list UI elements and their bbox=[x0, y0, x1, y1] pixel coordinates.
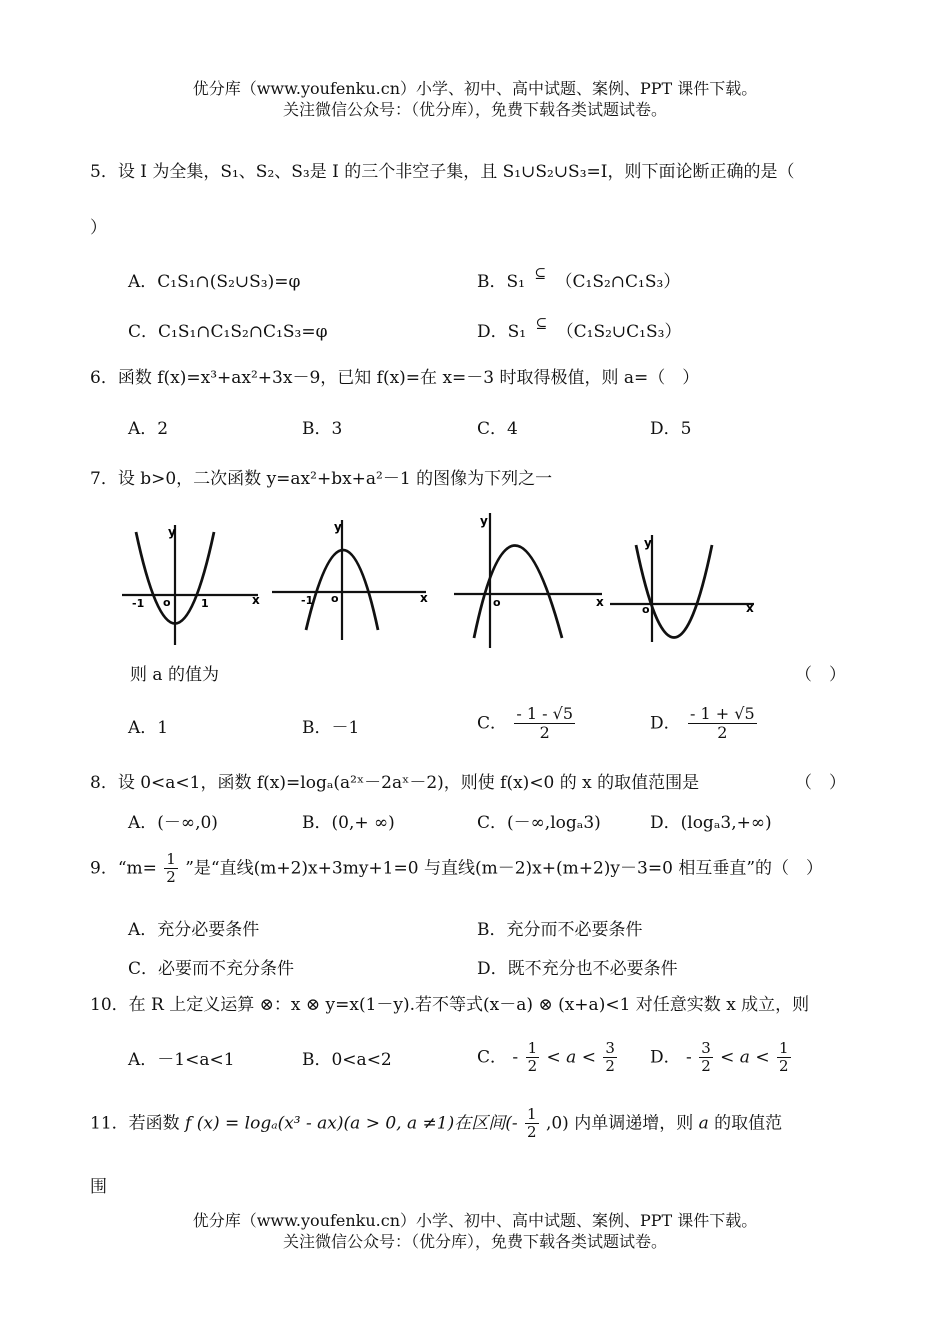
q7-option-c bbox=[477, 705, 577, 743]
q9-stem bbox=[90, 851, 823, 887]
numerator: 3 bbox=[605, 1039, 615, 1057]
graph-1 bbox=[118, 520, 268, 650]
q5-option-c: C．C₁S₁∩C₁S₂∩C₁S₃=φ bbox=[128, 322, 328, 342]
numerator: 3 bbox=[701, 1039, 711, 1057]
q10-d-label: D． bbox=[650, 1047, 681, 1068]
q5-b-label: B．S₁ bbox=[477, 272, 525, 292]
q7-d-numerator: - 1 + √5 bbox=[690, 704, 755, 723]
x-axis-label: x bbox=[420, 591, 428, 605]
denominator: 2 bbox=[605, 1057, 615, 1076]
q5-d-expr: （C₁S₂∪C₁S₃） bbox=[556, 322, 682, 342]
q11-continuation: 围 bbox=[90, 1177, 107, 1197]
denominator: 2 bbox=[527, 1057, 538, 1076]
q7-d-denominator: 2 bbox=[717, 723, 728, 743]
q5-d-label: D．S₁ bbox=[477, 322, 527, 342]
q7-stem: 7．设 b>0，二次函数 y=ax²+bx+a²－1 的图像为下列之一 bbox=[90, 469, 553, 489]
q10-c-fraction-1 bbox=[526, 1040, 540, 1076]
graph-2 bbox=[268, 515, 438, 650]
q9-option-a: A．充分必要条件 bbox=[128, 920, 260, 940]
q10-stem: 10．在 R 上定义运算 ⊗：x ⊗ y=x(1－y).若不等式(x－a) ⊗ (x+a)<1 对任意实数 x 成立，则 bbox=[90, 995, 810, 1015]
subset-symbol: ⊆ bbox=[535, 316, 548, 332]
neg-one-label: -1 bbox=[301, 594, 314, 607]
origin-label: o bbox=[163, 596, 171, 609]
numerator: 1 bbox=[527, 1039, 538, 1057]
q9-pre: 9．“m= bbox=[90, 858, 157, 879]
subset-symbol: ⊆ bbox=[534, 266, 547, 282]
denominator: 2 bbox=[701, 1057, 711, 1076]
q9-option-b: B．充分而不必要条件 bbox=[477, 920, 643, 940]
origin-label: o bbox=[642, 603, 650, 616]
origin-label: o bbox=[493, 596, 501, 609]
q8-option-a: A．(－∞,0) bbox=[128, 813, 218, 833]
q10-option-a: A．－1<a<1 bbox=[128, 1050, 235, 1070]
q7-option-d bbox=[650, 705, 759, 743]
q10-c-label: C． bbox=[477, 1047, 508, 1068]
pos-one-label: 1 bbox=[201, 597, 209, 610]
y-axis-label: y bbox=[644, 536, 652, 550]
q5-b-expr: （C₁S₂∩C₁S₃） bbox=[555, 272, 681, 292]
graph-4 bbox=[608, 530, 758, 650]
q9-option-d: D．既不充分也不必要条件 bbox=[477, 959, 678, 979]
q11-fraction bbox=[525, 1106, 539, 1142]
q5-option-d bbox=[477, 316, 682, 342]
q7-option-b: B．－1 bbox=[302, 718, 360, 738]
q11-pre: 11．若函数 bbox=[90, 1113, 180, 1134]
q10-option-d bbox=[650, 1040, 793, 1076]
q8-paren: （ ） bbox=[795, 773, 846, 793]
q9-option-c: C．必要而不充分条件 bbox=[128, 959, 295, 979]
q7-d-fraction bbox=[688, 705, 757, 743]
q7-d-label: D． bbox=[650, 713, 681, 734]
q8-option-d: D．(logₐ3,+∞) bbox=[650, 813, 772, 833]
graph-3 bbox=[452, 508, 612, 653]
q7-ask: 则 a 的值为 bbox=[130, 665, 219, 685]
q5-paren: ） bbox=[90, 218, 107, 238]
q7-option-a: A．1 bbox=[128, 718, 169, 738]
q11-interval-end: ,0) bbox=[545, 1113, 569, 1134]
minus-sign: - bbox=[512, 1047, 519, 1068]
footer-line-2: 关注微信公众号：（优分库），免费下载各类试题试卷。 bbox=[282, 1232, 667, 1251]
q7-paren: （ ） bbox=[795, 665, 846, 685]
q9-fraction bbox=[164, 851, 178, 887]
x-axis-label: x bbox=[596, 595, 604, 609]
q6-stem: 6．函数 f(x)=x³+ax²+3x－9，已知 f(x)=在 x=－3 时取得极值，则 a=（ ） bbox=[90, 368, 700, 388]
q6-option-d: D．5 bbox=[650, 419, 692, 439]
x-axis-label: x bbox=[252, 593, 260, 607]
q5-option-b bbox=[477, 266, 681, 292]
q7-c-fraction bbox=[514, 705, 575, 743]
origin-label: o bbox=[331, 592, 339, 605]
y-axis-label: y bbox=[480, 514, 488, 528]
header-line-1: 优分库（www.youfenku.cn）小学、初中、高中试题、案例、PPT 课件下载。 bbox=[192, 79, 758, 98]
q7-c-denominator: 2 bbox=[539, 723, 550, 743]
neg-one-label: -1 bbox=[132, 597, 145, 610]
q10-d-fraction-1 bbox=[699, 1040, 713, 1076]
q6-option-a: A．2 bbox=[128, 419, 169, 439]
q5-stem: 5．设 I 为全集，S₁、S₂、S₃是 I 的三个非空子集，且 S₁∪S₂∪S₃=I，则下面论断正确的是（ bbox=[90, 162, 795, 182]
numerator: 1 bbox=[779, 1039, 789, 1057]
q8-option-c: C．(－∞,logₐ3) bbox=[477, 813, 601, 833]
q6-option-c: C．4 bbox=[477, 419, 518, 439]
q9-numerator: 1 bbox=[166, 850, 176, 868]
q9-denominator: 2 bbox=[166, 868, 176, 887]
q6-option-b: B．3 bbox=[302, 419, 343, 439]
q10-d-fraction-2 bbox=[777, 1040, 791, 1076]
minus-sign: - bbox=[686, 1047, 692, 1068]
denominator: 2 bbox=[779, 1057, 789, 1076]
q11-post-3: 的取值范 bbox=[714, 1113, 783, 1134]
inequality: < a < bbox=[720, 1047, 770, 1068]
q11-numerator: 1 bbox=[526, 1105, 537, 1123]
q7-c-label: C． bbox=[477, 713, 508, 734]
q8-option-b: B．(0,+ ∞) bbox=[302, 813, 395, 833]
q10-c-fraction-2 bbox=[603, 1040, 617, 1076]
q5-option-a: A．C₁S₁∩(S₂∪S₃)=φ bbox=[128, 272, 301, 292]
q11-denominator: 2 bbox=[526, 1123, 537, 1142]
q7-c-numerator: - 1 - √5 bbox=[516, 704, 574, 723]
q8-stem: 8．设 0<a<1，函数 f(x)=logₐ(a²ˣ－2aˣ－2)，则使 f(x)<0 的 x 的取值范围是 bbox=[90, 773, 700, 793]
q11-function: f (x) = logₐ(x³ - ax)(a > 0, a ≠1)在区间(- bbox=[185, 1113, 518, 1134]
inequality: < a < bbox=[546, 1047, 596, 1068]
q11-stem bbox=[90, 1106, 782, 1142]
q11-var-a: a bbox=[698, 1113, 709, 1134]
footer-line-1: 优分库（www.youfenku.cn）小学、初中、高中试题、案例、PPT 课件下载。 bbox=[192, 1211, 758, 1230]
y-axis-label: y bbox=[334, 520, 342, 534]
x-axis-label: x bbox=[746, 601, 754, 615]
q10-option-b: B．0<a<2 bbox=[302, 1050, 392, 1070]
y-axis-label: y bbox=[168, 525, 176, 539]
q10-option-c bbox=[477, 1040, 619, 1076]
q11-post: 内单调递增，则 bbox=[574, 1113, 694, 1134]
header-line-2: 关注微信公众号：（优分库），免费下载各类试题试卷。 bbox=[282, 100, 667, 119]
q9-post: ”是“直线(m+2)x+3my+1=0 与直线(m－2)x+(m+2)y－3=0 相互垂直”的（ ） bbox=[185, 858, 824, 879]
